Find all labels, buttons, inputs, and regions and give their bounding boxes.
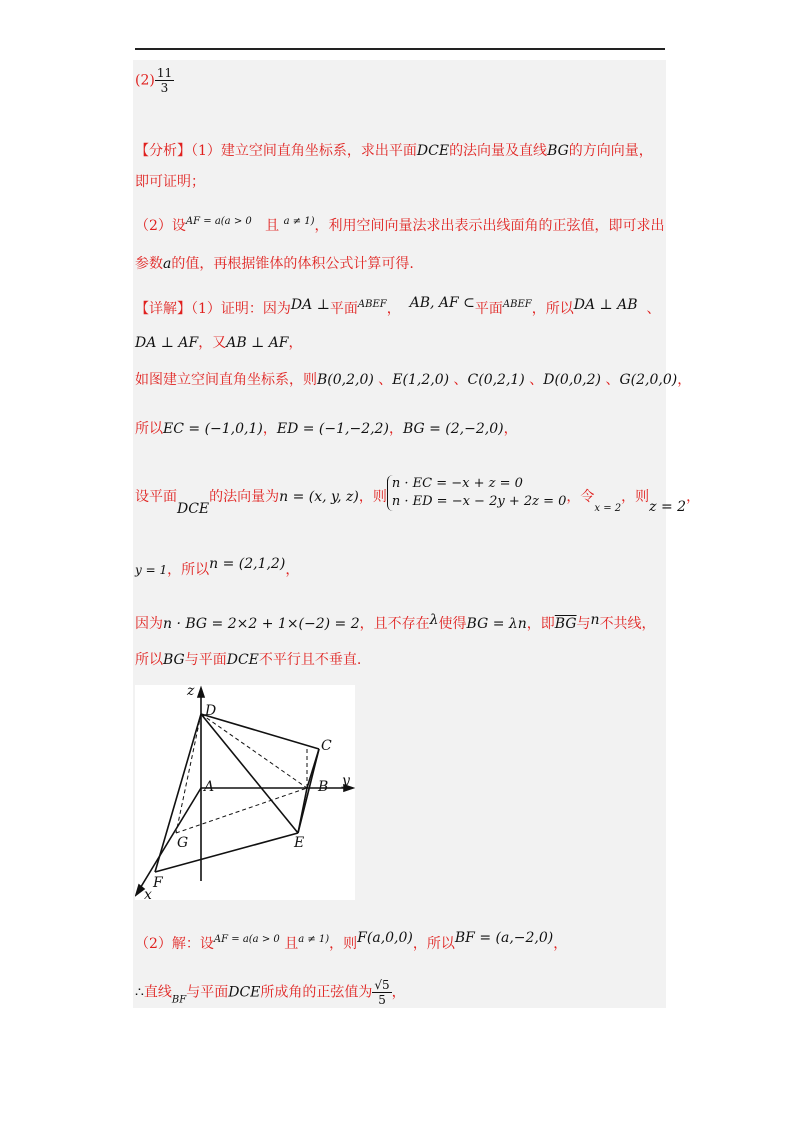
label-B: B	[318, 779, 329, 795]
analysis-line-2: 即可证明；	[135, 174, 205, 190]
analysis-line-4: 参数a的值，再根据锥体的体积公式计算可得.	[135, 256, 414, 272]
label-C: C	[321, 738, 332, 754]
label-A: A	[204, 779, 215, 795]
label-z: z	[187, 685, 195, 699]
label-F: F	[153, 875, 163, 891]
part2-line-1: （2）解：设$^{AF = a(a > 0}$ 且$^{a \ne 1)}$，则F(a,0,0)，所以BF = (a,−2,0)，	[135, 930, 568, 952]
detail-line-1: 【详解】（1）证明：因为DA ⊥平面$^{ABEF}$， AB, AF ⊂平面$^{ABEF}$，所以DA ⊥ AB 、	[135, 295, 661, 317]
label-D: D	[205, 703, 217, 719]
detail-line-8: 所以BG与平面DCE不平行且不垂直.	[135, 652, 362, 668]
geometry-figure	[135, 685, 355, 900]
analysis-tag: 【分析】	[135, 143, 191, 159]
detail-line-4: 所以EC = (−1,0,1)，ED = (−1,−2,2)，BG = (2,−2,0)，	[135, 421, 518, 437]
detail-line-5: 设平面DCE的法向量为n = (x, y, z)，则 n · EC = −x + z = 0 n · ED = −x − 2y + 2z = 0 ，令$_{x = 2}$，则z = 2，	[135, 476, 701, 517]
label-E: E	[294, 835, 305, 851]
analysis-line-3: （2）设$^{AF = a(a > 0}$ 且 $^{a \ne 1)}$，利用空间向量法求出表示出线面角的正弦值，即可求出	[135, 216, 665, 234]
answer-fraction: $\frac{11}{3}$	[156, 66, 173, 95]
label-x: x	[144, 887, 152, 900]
detail-line-2: DA ⊥ AF，又AB ⊥ AF，	[135, 335, 303, 351]
answer-label: (2)	[135, 72, 155, 89]
analysis-line-1: 【分析】（1）建立空间直角坐标系，求出平面DCE的法向量及直线BG的方向向量，	[135, 143, 653, 159]
sine-fraction: $\frac{√5}{5}$	[374, 978, 390, 1007]
detail-line-7: 因为n · BG = 2×2 + 1×(−2) = 2，且不存在λ使得BG = λn，即$\overline{BG}$与n不共线，	[135, 612, 656, 632]
part2-line-2: ∴直线$_{BF}$与平面DCE所成角的正弦值为 $\frac{√5}{5}$ ，	[135, 978, 406, 1007]
equation-system: n · EC = −x + z = 0 n · ED = −x − 2y + 2z = 0	[387, 475, 567, 511]
detail-line-6: y = 1，所以n = (2,1,2)，	[135, 556, 300, 578]
label-y: y	[342, 773, 350, 789]
header-rule	[135, 48, 665, 50]
answer-line	[135, 66, 174, 95]
solid-diagram	[135, 685, 355, 900]
label-G: G	[177, 835, 189, 851]
detail-line-3: 如图建立空间直角坐标系，则B(0,2,0) 、E(1,2,0) 、C(0,2,1) 、D(0,0,2) 、G(2,0,0)，	[135, 372, 692, 388]
detail-tag: 【详解】	[135, 301, 191, 317]
